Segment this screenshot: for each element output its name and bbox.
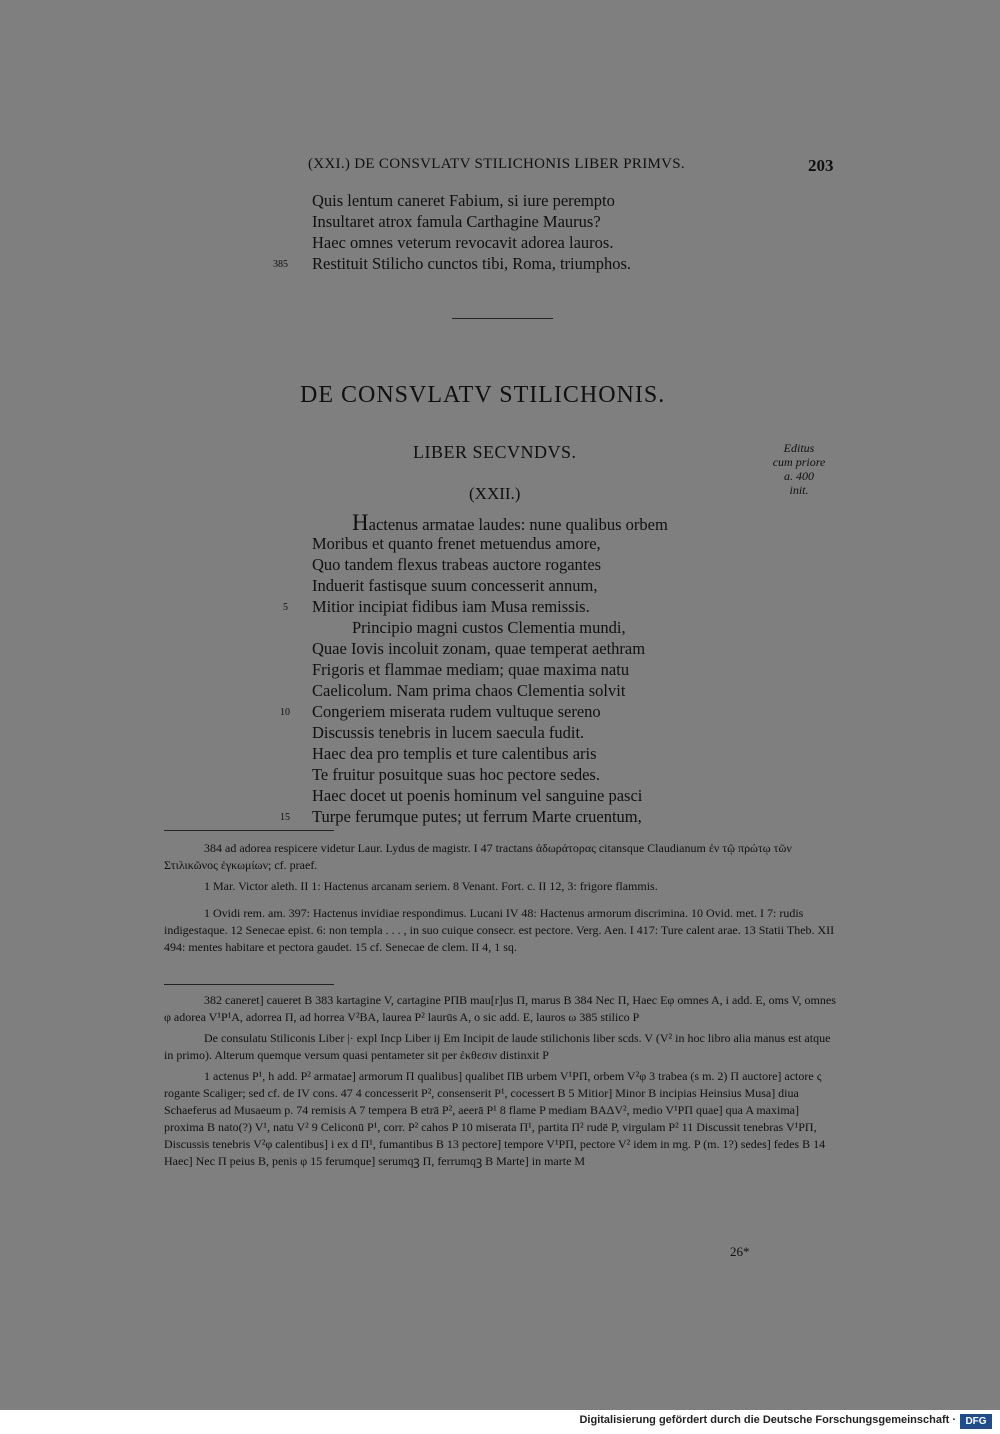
book-title: LIBER SECVNDVS. xyxy=(413,442,577,462)
verse-line: Restituit Stilicho cunctos tibi, Roma, triumphos. xyxy=(312,254,631,273)
verse-line: Quae Iovis incoluit zonam, quae temperat aethram xyxy=(312,639,646,658)
running-header: (XXI.) DE CONSVLATV STILICHONIS LIBER PRIMVS. xyxy=(308,156,685,172)
funding-credit: Digitalisierung gefördert durch die Deutsche Forschungsgemeinschaft · xyxy=(579,1414,956,1426)
verse-line: Insultaret atrox famula Carthagine Maurus? xyxy=(312,212,601,231)
poem-number: (XXII.) xyxy=(469,484,521,503)
page-number: 203 xyxy=(808,156,834,175)
drop-cap: H xyxy=(352,510,369,535)
verse-line: Turpe ferumque putes; ut ferrum Marte cruentum, xyxy=(312,807,642,826)
verse-line: Haec dea pro templis et ture calentibus aris xyxy=(312,744,597,763)
dfg-logo: DFG xyxy=(960,1414,992,1429)
verse-line: Congeriem miserata rudem vultuque sereno xyxy=(312,702,601,721)
line-number: 15 xyxy=(280,812,290,823)
previous-verses xyxy=(312,190,631,274)
verse-line: Haec docet ut poenis hominum vel sanguine pasci xyxy=(312,786,643,805)
verse-line: Caelicolum. Nam prima chaos Clementia solvit xyxy=(312,681,626,700)
verse-line: Principio magni custos Clementia mundi, xyxy=(352,618,626,637)
line-number: 5 xyxy=(283,602,288,613)
verse-line: Frigoris et flammae mediam; quae maxima natu xyxy=(312,660,630,679)
verse-line: Discussis tenebris in lucem saecula fudit. xyxy=(312,723,585,742)
testimonium: 1 Ovidi rem. am. 397: Hactenus invidiae respondimus. Lucani IV 48: Hactenus armorum discrimina. 10 Ovid. met. I 7: rudis indigestaque. 12 Senecae epist. 6: non templa . . . , in suo cuique consecr. est pectore. Verg. Aen. I 417: Ture calent arae. 13 Statii Theb. XII 494: mentes habitare et pectora gaudet. 15 cf. Senecae de clem. II 4, 1 sq. xyxy=(164,906,835,954)
testimonium: 1 Mar. Victor aleth. II 1: Hactenus arcanam seriem. 8 Venant. Fort. c. II 12, 3: frigore flammis. xyxy=(204,879,658,893)
footnote-rule xyxy=(164,830,334,831)
verse-line: Quo tandem flexus trabeas auctore rogantes xyxy=(312,555,602,574)
critical-apparatus xyxy=(164,992,836,1174)
verse-line: Quis lentum caneret Fabium, si iure perempto xyxy=(312,191,615,210)
verse-line: Haec omnes veterum revocavit adorea lauros. xyxy=(312,233,614,252)
verse-line: Te fruitur posuitque suas hoc pectore sedes. xyxy=(312,765,600,784)
verse-line: Mitior incipiat fidibus iam Musa remissis. xyxy=(312,597,590,616)
verse-line: Moribus et quanto frenet metuendus amore, xyxy=(312,534,601,553)
testimonium: 384 ad adorea respicere videtur Laur. Lydus de magistr. I 47 tractans ἀδωράτορας citansque Claudianum ἐν τῷ πρώτῳ τῶν Στιλικῶνος ἐγκωμίων; cf. praef. xyxy=(164,841,792,872)
apparatus-entry: 382 caneret] caueret B 383 kartagine V, cartagine PΠB mau[r]us Π, marus B 384 Nec Π, Haec Eφ omnes A, i add. E, oms V, omnes φ adorea V¹P¹A, adorrea Π, ad horrea V²BA, laurea P² laurūs A, o sic add. E, lauros ω 385 stilico P xyxy=(164,993,836,1024)
verse-text: actenus armatae laudes: nune qualibus orbem xyxy=(368,515,668,534)
apparatus-entry: 1 actenus P¹, h add. P² armatae] armorum Π qualibus] qualibet ΠB urbem V¹PΠ, orbem V²φ 3 trabea (s m. 2) Π auctore] actore ς rogante Scaliger; sed cf. de IV cons. 47 4 concesserit P², consenserit P¹, cocessert B 5 Mitior] Minor B incipias Heinsius Musa] diua Schaeferus ad Musaeum p. 74 remisis A 7 tempera B etrā P², aeerā P¹ 8 flame P mediam BAΔV², medio V¹PΠ quae] qua A maxima] proxima B nato(?) V¹, natu V² 9 Celiconū P¹, corr. P² cahos P 10 miserata Π¹, partita Π² rudē P, virgulam P² 11 Discussit tenebras V¹PΠ, Discussis tenebris V²φ calentibus] i ex d Π¹, fumantibus B 13 pectore] tempore V¹PΠ, pectore V² idem in mg. P (m. 1?) sedes] fedes B 14 Haec] Nec Π peius B, penis φ 15 ferumque] serumqꝫ Π, ferrumqꝫ B Marte] in marte M xyxy=(164,1069,826,1168)
poem-verses xyxy=(312,512,668,827)
testimonia xyxy=(164,840,836,960)
verse-line: Induerit fastisque suum concesserit annum, xyxy=(312,576,598,595)
line-number: 10 xyxy=(280,707,290,718)
section-divider xyxy=(452,318,553,319)
signature-mark: 26* xyxy=(730,1244,750,1259)
work-title: DE CONSVLATV STILICHONIS. xyxy=(300,382,666,408)
apparatus-entry: De consulatu Stiliconis Liber |· expl Incp Liber ij Em Incipit de laude stilichonis liber scds. V (V² in hoc libro alia manus est atque in primo). Alterum quemque versum quasi pentameter sit per ἐκθεσιν distinxit P xyxy=(164,1031,831,1062)
apparatus-rule xyxy=(164,984,334,985)
footer-bar xyxy=(0,1410,1000,1434)
verse-line xyxy=(312,512,668,533)
line-number: 385 xyxy=(273,259,288,270)
margin-note: Editus cum priore a. 400 init. xyxy=(772,441,826,497)
